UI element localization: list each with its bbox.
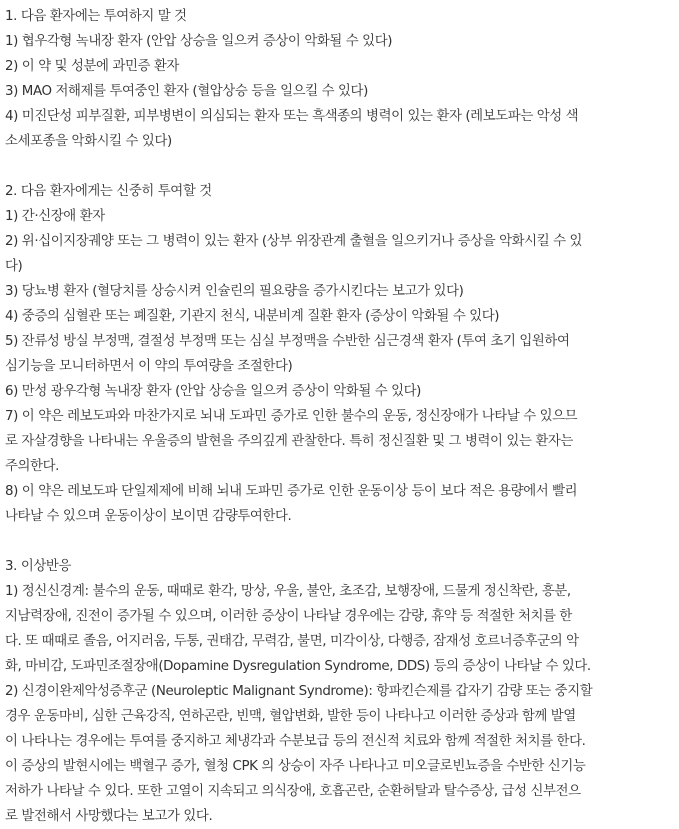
text-line: 주의한다. [5, 459, 59, 474]
text-line: 2) 위·십이지장궤양 또는 그 병력이 있는 환자 (상부 위장관계 출혈을 일으키거나 증상을 악화시킬 수 있 [5, 234, 583, 249]
text-line: 6) 만성 광우각형 녹내장 환자 (안압 상승을 일으켜 증상이 악화될 수 있다) [5, 384, 422, 399]
text-line: 2) 신경이완제악성증후군 (Neuroleptic Malignant Syndrome): 항파킨슨제를 갑자기 감량 또는 중지할 [5, 684, 593, 699]
text-line: 5) 잔류성 방실 부정맥, 결절성 부정맥 또는 심실 부정맥을 수반한 심근경색 환자 (투여 초기 입원하여 [5, 334, 570, 349]
section-heading: 2. 다음 환자에게는 신중히 투여할 것 [5, 184, 212, 199]
document-body [5, 4, 675, 829]
blank-line [5, 154, 675, 179]
blank-line [5, 529, 675, 554]
text-line: 이 나타나는 경우에는 투여를 중지하고 체냉각과 수분보급 등의 전신적 치료와 함께 적절한 처치를 한다. [5, 734, 586, 749]
text-line: 다) [5, 259, 23, 274]
text-line: 로 자살경향을 나타내는 우울증의 발현을 주의깊게 관찰한다. 특히 정신질환 및 그 병력이 있는 환자는 [5, 434, 573, 449]
text-line: 4) 미진단성 피부질환, 피부병변이 의심되는 환자 또는 흑색종의 병력이 있는 환자 (레보도파는 악성 색 [5, 109, 579, 124]
text-line: 저하가 나타날 수 있다. 또한 고열이 지속되고 의식장애, 호흡곤란, 순환허탈과 탈수증상, 급성 신부전으 [5, 784, 581, 799]
text-line: 7) 이 약은 레보도파와 마찬가지로 뇌내 도파민 증가로 인한 불수의 운동, 정신장애가 나타날 수 있으므 [5, 409, 578, 424]
text-line: 1) 정신신경계: 불수의 운동, 때때로 환각, 망상, 우울, 불안, 초조감, 보행장애, 드물게 정신착란, 흥분, [5, 584, 571, 599]
text-line: 8) 이 약은 레보도파 단일제제에 비해 뇌내 도파민 증가로 인한 운동이상 등이 보다 적은 용량에서 빨리 [5, 484, 578, 499]
section-heading: 1. 다음 환자에는 투여하지 말 것 [5, 9, 187, 24]
text-line: 3) 당뇨병 환자 (혈당치를 상승시켜 인슐린의 필요량을 증가시킨다는 보고가 있다) [5, 284, 464, 299]
text-line: 로 발전해서 사망했다는 보고가 있다. [5, 809, 213, 824]
section-heading: 3. 이상반응 [5, 559, 71, 574]
text-line: 경우 운동마비, 심한 근육강직, 연하곤란, 빈맥, 혈압변화, 발한 등이 나타나고 이러한 증상과 함께 발열 [5, 709, 576, 724]
text-line: 4) 중증의 심혈관 또는 폐질환, 기관지 천식, 내분비계 질환 환자 (증상이 악화될 수 있다) [5, 309, 500, 324]
text-line: 심기능을 모니터하면서 이 약의 투여량을 조절한다) [5, 359, 293, 374]
text-line: 다. 또 때때로 졸음, 어지러움, 두통, 권태감, 무력감, 불면, 미각이상, 다행증, 잠재성 호르너증후군의 악 [5, 634, 579, 649]
section-precautions [5, 179, 675, 529]
section-adverse-reactions [5, 554, 675, 829]
text-line: 화, 마비감, 도파민조절장애(Dopamine Dysregulation Syndrome, DDS) 등의 증상이 나타날 수 있다. [5, 659, 591, 674]
section-contraindications [5, 4, 675, 154]
text-line: 1) 간·신장애 환자 [5, 209, 105, 224]
text-line: 나타날 수 있으며 운동이상이 보이면 감량투여한다. [5, 509, 292, 524]
text-line: 2) 이 약 및 성분에 과민증 환자 [5, 59, 179, 74]
text-line: 이 증상의 발현시에는 백혈구 증가, 혈청 CPK 의 상승이 자주 나타나고 미오글로빈뇨증을 수반한 신기능 [5, 759, 586, 774]
text-line: 소세포종을 악화시킬 수 있다) [5, 134, 172, 149]
text-line: 지남력장애, 진전이 증가될 수 있으며, 이러한 증상이 나타날 경우에는 감량, 휴약 등 적절한 처치를 한 [5, 609, 572, 624]
text-line: 1) 협우각형 녹내장 환자 (안압 상승을 일으켜 증상이 악화될 수 있다) [5, 34, 393, 49]
text-line: 3) MAO 저해제를 투여중인 환자 (혈압상승 등을 일으킬 수 있다) [5, 84, 368, 99]
